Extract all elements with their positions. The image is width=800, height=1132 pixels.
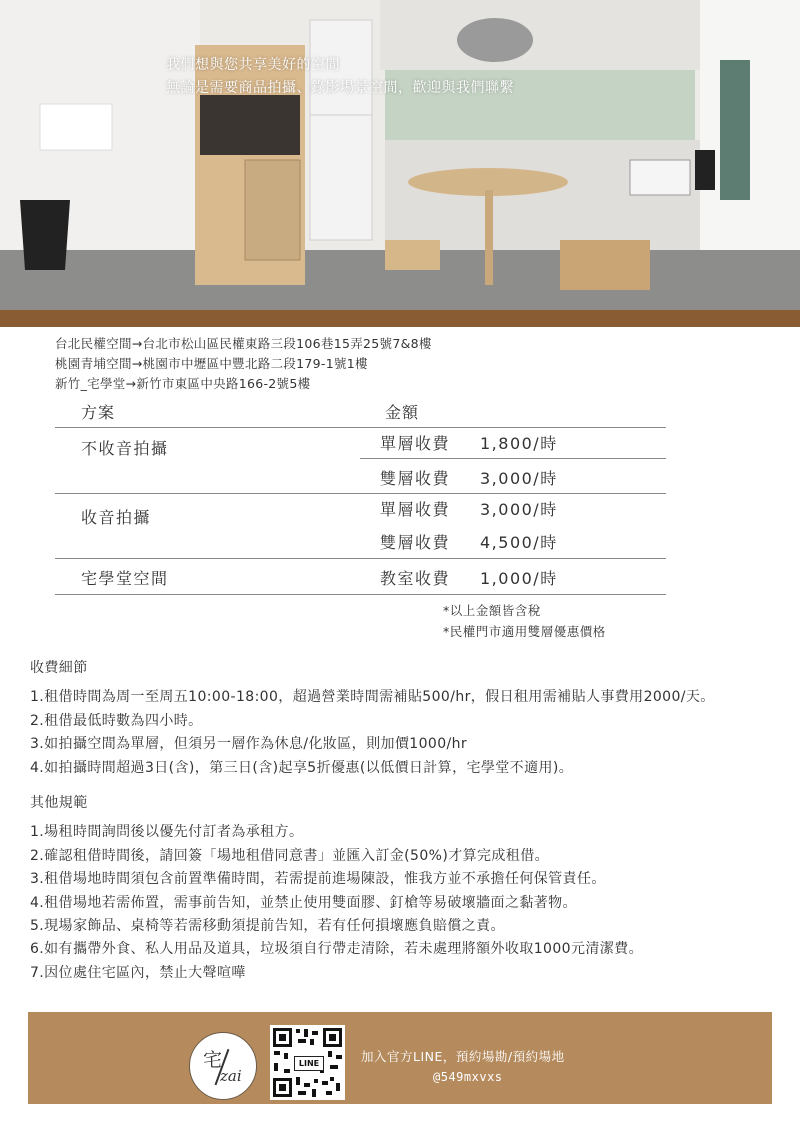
logo-character: 宅 [203,1049,223,1071]
line-badge: LINE [294,1056,324,1071]
price-value: 1,000/時 [480,569,558,588]
row-divider [55,493,666,494]
table-bottom-border [55,594,666,595]
price-type: 單層收費 [380,434,451,453]
address-taoyuan: 桃園青埔空間→桃園市中壢區中豐北路二段179-1號1樓 [55,356,368,371]
fee-details-title: 收費細節 [30,660,88,676]
address-list [55,334,432,394]
price-type: 雙層收費 [380,469,451,488]
list-item: 2.租借最低時數為四小時。 [30,712,203,729]
plan-no-audio: 不收音拍攝 [81,439,169,458]
column-header-amount: 金額 [385,403,420,422]
pricing-notes [443,600,606,642]
hero-caption [166,54,514,100]
price-value: 1,800/時 [480,434,558,453]
list-item: 4.租借場地若需佈置，需事前告知，並禁止使用雙面膠、釘槍等易破壞牆面之黏著物。 [30,894,577,911]
price-type: 雙層收費 [380,533,451,552]
line-id[interactable]: @549mxvxs [433,1070,503,1084]
note-tax: *以上金額皆含稅 [443,603,541,618]
line-qr-code[interactable] [270,1025,345,1100]
logo-romanization: zai [220,1067,242,1085]
list-item: 4.如拍攝時間超過3日(含)，第三日(含)起享5折優惠(以低價日計算，宅學堂不適用)。 [30,759,574,776]
address-hsinchu: 新竹_宅學堂→新竹市東區中央路166-2號5樓 [55,376,311,391]
rules-title: 其他規範 [30,795,88,811]
list-item: 3.租借場地時間須包含前置準備時間，若需提前進場陳設，惟我方並不承擔任何保管責任。 [30,871,606,888]
contact-footer [28,1012,772,1104]
price-type: 教室收費 [380,569,451,588]
list-item: 5.現場家飾品、桌椅等若需移動須提前告知，若有任何損壞應負賠償之責。 [30,918,505,935]
plan-classroom: 宅學堂空間 [81,569,169,588]
plan-with-audio: 收音拍攝 [81,508,152,527]
fee-details-section [30,657,715,780]
list-item: 1.租借時間為周一至周五10:00-18:00，超過營業時間需補貼500/hr，假日租用需補貼人事費用2000/天。 [30,689,715,706]
list-item: 6.如有攜帶外食、私人用品及道具，垃圾須自行帶走清除，若未處理將額外收取1000元清潔費。 [30,941,643,958]
list-item: 2.確認租借時間後，請回簽「場地租借同意書」並匯入訂金(50%)才算完成租借。 [30,847,549,864]
brand-logo [189,1032,257,1100]
price-value: 3,000/時 [480,469,558,488]
price-type: 單層收費 [380,500,451,519]
table-header-divider [55,427,666,428]
hero-photo [0,0,800,310]
price-value: 3,000/時 [480,500,558,519]
list-item: 3.如拍攝空間為單層，但須另一層作為休息/化妝區，則加價1000/hr [30,736,468,753]
address-taipei: 台北民權空間→台北市松山區民權東路三段106巷15弄25號7&8樓 [55,336,432,351]
hero-line-1: 我們想與您共享美好的空間 [166,57,340,73]
hero-line-2: 無論是需要商品拍攝、錄影場景空間，歡迎與我們聯繫 [166,80,514,96]
line-contact-text [361,1047,565,1087]
list-item: 7.因位處住宅區內，禁止大聲喧嘩 [30,964,246,981]
price-value: 4,500/時 [480,533,558,552]
kitchen-photo-illustration [0,0,800,310]
rules-section [30,792,643,985]
row-divider [360,458,666,459]
note-discount: *民權門市適用雙層優惠價格 [443,624,606,639]
accent-band [0,310,800,327]
row-divider [55,558,666,559]
list-item: 1.場租時間詢問後以優先付訂者為承租方。 [30,824,304,841]
line-invite-text: 加入官方LINE，預約場勘/預約場地 [361,1049,565,1064]
column-header-plan: 方案 [81,403,116,422]
